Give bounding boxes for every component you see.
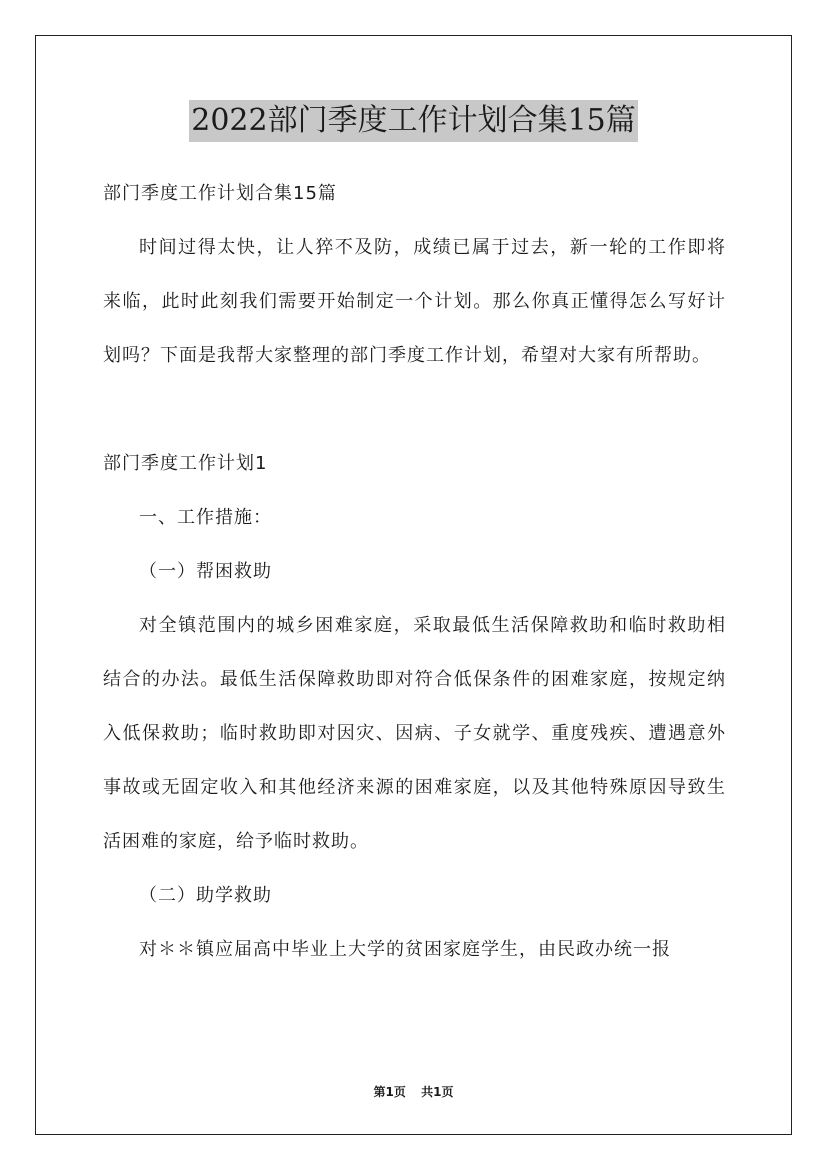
sub-heading: 一、工作措施： bbox=[139, 507, 272, 528]
document-body bbox=[103, 167, 726, 977]
page-number: 第1页 bbox=[373, 1085, 406, 1099]
item-heading-1: （一）帮困救助 bbox=[139, 561, 272, 582]
item-heading-2: （二）助学救助 bbox=[139, 885, 272, 906]
item-paragraph-2: 对＊＊镇应届高中毕业上大学的贫困家庭学生，由民政办统一报 bbox=[139, 939, 671, 960]
title-container bbox=[0, 100, 827, 142]
item-paragraph-1: 对全镇范围内的城乡困难家庭，采取最低生活保障救助和临时救助相结合的办法。最低生活保障救助即对符合低保条件的困难家庭，按规定纳入低保救助；临时救助即对因灾、因病、子女就学、重度残疾、遭遇意外事故或无固定收入和其他经济来源的困难家庭，以及其他特殊原因导致生活困难的家庭，给予临时救助。 bbox=[103, 615, 726, 852]
page-total: 共1页 bbox=[421, 1085, 454, 1099]
blank-line bbox=[103, 383, 726, 437]
section-heading: 部门季度工作计划1 bbox=[103, 453, 268, 474]
intro-paragraph: 时间过得太快，让人猝不及防，成绩已属于过去，新一轮的工作即将来临，此时此刻我们需要开始制定一个计划。那么你真正懂得怎么写好计划吗？下面是我帮大家整理的部门季度工作计划，希望对大家有所帮助。 bbox=[103, 237, 726, 366]
document-title: 2022部门季度工作计划合集15篇 bbox=[189, 100, 638, 142]
page-footer bbox=[0, 1083, 827, 1100]
document-subtitle: 部门季度工作计划合集15篇 bbox=[103, 183, 337, 204]
